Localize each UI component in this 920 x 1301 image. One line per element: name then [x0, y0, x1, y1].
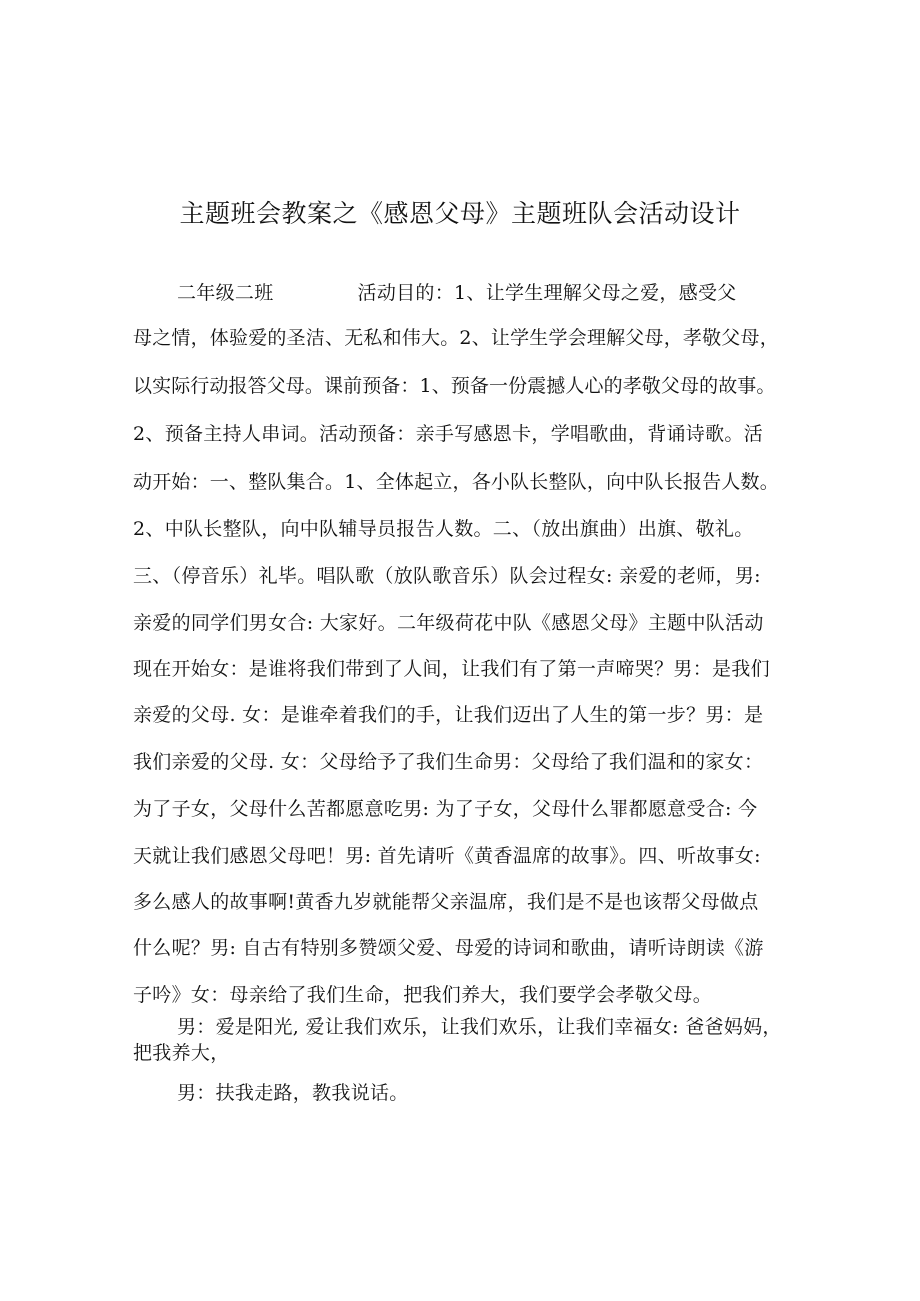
- paragraph-line: 天就让我们感恩父母吧！男: 首先请听《黄香温席的故事》。四、听故事女:: [133, 845, 761, 867]
- paragraph-line: 男：爱是阳光, 爱让我们欢乐，让我们欢乐，让我们幸福女: 爸爸妈妈，: [177, 1016, 782, 1038]
- paragraph-line: 多么感人的故事啊!黄香九岁就能帮父亲温席，我们是不是也该帮父母做点: [133, 891, 759, 913]
- paragraph-line: 以实际行动报答父母。课前预备：1、预备一份震撼人心的孝敬父母的故事。: [133, 375, 776, 397]
- paragraph-line: 把我养大，: [133, 1042, 230, 1064]
- paragraph-line: 我们亲爱的父母. 女：父母给予了我们生命男：父母给了我们温和的家女：: [133, 751, 764, 773]
- document-title: 主题班会教案之《感恩父母》主题班队会活动设计: [179, 199, 741, 228]
- paragraph-line: 什么呢？男: 自古有特别多赞颂父爱、母爱的诗词和歌曲，请听诗朗读《游: [133, 937, 764, 959]
- paragraph-line: 三、（停音乐）礼毕。唱队歌（放队歌音乐）队会过程女: 亲爱的老师，男:: [133, 565, 761, 587]
- paragraph-line: 动开始：一、整队集合。1、全体起立，各小队长整队，向中队长报告人数。: [133, 471, 779, 493]
- paragraph-line: 母之情，体验爱的圣洁、无私和伟大。2、让学生学会理解父母，孝敬父母，: [133, 327, 779, 349]
- paragraph-line: 2、中队长整队，向中队辅导员报告人数。二、（放出旗曲）出旗、敬礼。: [133, 518, 754, 540]
- paragraph-line: 2、预备主持人串词。活动预备：亲手写感恩卡，学唱歌曲，背诵诗歌。活: [133, 423, 763, 445]
- paragraph-line: 子吟》女：母亲给了我们生命，把我们养大，我们要学会孝敬父母。: [133, 984, 713, 1006]
- paragraph-line: 亲爱的同学们男女合: 大家好。二年级荷花中队《感恩父母》主题中队活动: [133, 612, 764, 634]
- first-line: [177, 281, 737, 305]
- paragraph-line: 为了子女，父母什么苦都愿意吃男: 为了子女，父母什么罪都愿意受合: 今: [133, 798, 758, 820]
- paragraph-line: 活动目的：1、让学生理解父母之爱，感受父: [357, 282, 737, 304]
- paragraph-line: 现在开始女：是谁将我们带到了人间，让我们有了第一声啼哭？男：是我们: [133, 658, 770, 680]
- paragraph-line: 男：扶我走路，教我说话。: [177, 1082, 409, 1104]
- class-label: 二年级二班: [177, 282, 274, 304]
- paragraph-line: 亲爱的父母. 女：是谁牵着我们的手，让我们迈出了人生的第一步？男：是: [133, 704, 764, 726]
